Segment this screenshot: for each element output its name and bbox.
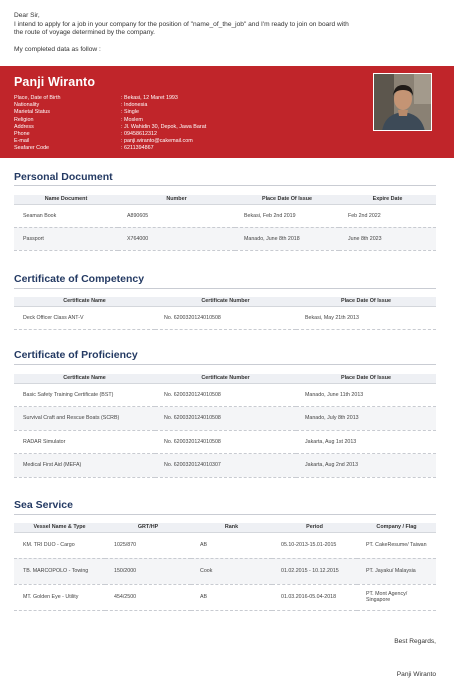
table-cell: No. 6200320124010508 bbox=[164, 314, 221, 321]
profile-details bbox=[14, 95, 206, 153]
portrait-image bbox=[374, 74, 432, 131]
table-cell: 150/2000 bbox=[105, 558, 191, 584]
table-row bbox=[14, 584, 436, 610]
table-row bbox=[14, 306, 436, 329]
profile-banner bbox=[0, 66, 454, 158]
table-row bbox=[14, 430, 436, 454]
column-header: Vessel Name & Type bbox=[14, 523, 105, 532]
table-row bbox=[14, 454, 436, 478]
table-row bbox=[14, 558, 436, 584]
column-header: Certificate Number bbox=[155, 297, 296, 306]
table-cell: 05.10-2013-15.01-2015 bbox=[281, 542, 337, 548]
table-cell: 01.03.2016-05.04-2018 bbox=[281, 594, 337, 600]
column-header: Name Document bbox=[14, 195, 118, 204]
profile-row bbox=[14, 145, 206, 152]
table-cell: 01.02.2015 - 10.12.2015 bbox=[272, 558, 357, 584]
profile-label: E-mail bbox=[14, 138, 30, 145]
profile-label: Address bbox=[14, 123, 34, 130]
table-cell: Jakarta, Aug 2nd 2013 bbox=[296, 454, 436, 478]
table-row bbox=[14, 407, 436, 431]
table-cell: 1025/870 bbox=[114, 542, 137, 548]
profile-row bbox=[14, 117, 206, 124]
profile-value: : Bekasi, 12 Maret 1993 bbox=[121, 95, 178, 101]
section-divider bbox=[14, 364, 436, 365]
table-cell: Seaman Book bbox=[23, 212, 57, 219]
profile-row bbox=[14, 109, 206, 116]
section-divider bbox=[14, 185, 436, 186]
table-cell: No. 6200320124010508 bbox=[164, 438, 221, 445]
table-cell: RADAR Simulator bbox=[23, 438, 66, 445]
closing-regards: Best Regards, bbox=[394, 638, 436, 645]
table-cell: 454/2500 bbox=[114, 594, 137, 600]
intro-line-1: I intend to apply for a job in your company for the position of "name_of_the_job" and I'm ready to join on board with bbox=[14, 20, 349, 28]
profile-label: Phone bbox=[14, 130, 30, 137]
column-header: Company / Flag bbox=[357, 523, 436, 532]
table-cell: Cook bbox=[191, 558, 272, 584]
profile-value: : Single bbox=[121, 109, 139, 116]
column-header: Number bbox=[118, 195, 235, 204]
table-cell: Manado, June 11th 2013 bbox=[305, 391, 364, 398]
table-cell: Medical First Aid (MEFA) bbox=[14, 454, 155, 478]
column-header: Rank bbox=[191, 523, 272, 532]
table-cell: No. 6200320124010508 bbox=[164, 391, 221, 398]
table-row bbox=[14, 227, 436, 250]
profile-row bbox=[14, 131, 206, 138]
profile-label: Place, Date of Birth bbox=[14, 95, 61, 101]
table-cell: Survival Craft and Rescue Boats (SCRB) bbox=[14, 407, 155, 431]
candidate-name: Panji Wiranto bbox=[14, 75, 96, 89]
column-header: Place Date Of Issue bbox=[296, 374, 436, 383]
table-cell: Manado, July 8th 2013 bbox=[296, 407, 436, 431]
profile-row bbox=[14, 124, 206, 131]
profile-value: : Indonesia bbox=[121, 102, 148, 109]
column-header: Expire Date bbox=[339, 195, 436, 204]
table-cell: AB bbox=[200, 542, 208, 548]
table-cell: Basic Safety Training Certificate (BST) bbox=[23, 391, 114, 398]
section-title-competency: Certificate of Competency bbox=[14, 273, 145, 285]
table-cell: PT. CakeResume/ Taiwan bbox=[366, 542, 427, 548]
personal-document-table bbox=[14, 195, 436, 251]
table-cell: A890605 bbox=[127, 212, 149, 219]
table-row bbox=[14, 383, 436, 407]
table-cell: AB bbox=[200, 594, 208, 600]
profile-value: : 09458612312 bbox=[121, 130, 157, 137]
table-row bbox=[14, 204, 436, 227]
profile-label: Marietal Status bbox=[14, 109, 50, 116]
profile-value: : panji.wiranto@cakemail.com bbox=[121, 138, 193, 145]
section-divider bbox=[14, 514, 436, 515]
profile-value: : Moslem bbox=[121, 116, 143, 123]
intro-line-2: the route of voyage determined by the company. bbox=[14, 29, 155, 37]
section-divider bbox=[14, 288, 436, 289]
profile-label: Seafarer Code bbox=[14, 145, 50, 152]
table-cell: Manado, June 8th 2018 bbox=[235, 227, 339, 250]
signature-name: Panji Wiranto bbox=[396, 671, 436, 678]
table-cell: Passport bbox=[14, 227, 118, 250]
column-header: Certificate Number bbox=[155, 374, 296, 383]
proficiency-table bbox=[14, 374, 436, 478]
profile-row bbox=[14, 95, 206, 102]
table-cell: X764000 bbox=[118, 227, 235, 250]
table-cell: Bekasi, May 21th 2013 bbox=[305, 314, 359, 321]
column-header: Certificate Name bbox=[14, 297, 155, 306]
column-header: Place Date Of Issue bbox=[235, 195, 339, 204]
table-cell: PT. Mont Agency/ Singapore bbox=[366, 591, 408, 603]
profile-label: Nationality bbox=[14, 102, 40, 109]
profile-row bbox=[14, 102, 206, 109]
table-cell: Deck Officer Class ANT-V bbox=[23, 314, 84, 321]
table-header-row bbox=[14, 297, 436, 306]
table-cell: KM. TRI DUO - Cargo bbox=[23, 542, 75, 548]
profile-row bbox=[14, 138, 206, 145]
table-cell: MT. Golden Eye - Utility bbox=[23, 594, 79, 600]
table-cell: TB. MARCOPOLO - Towing bbox=[14, 558, 105, 584]
section-title-proficiency: Certificate of Proficiency bbox=[14, 349, 138, 361]
table-row bbox=[14, 532, 436, 558]
table-cell: PT. Jayaku/ Malaysia bbox=[357, 558, 436, 584]
table-header-row bbox=[14, 374, 436, 383]
profile-value: : Jl. Wahidin 30, Depok, Jawa Barat bbox=[121, 123, 207, 130]
column-header: Certificate Name bbox=[14, 374, 155, 383]
profile-value: : 6211394867 bbox=[121, 145, 154, 152]
section-title-sea-service: Sea Service bbox=[14, 499, 73, 511]
column-header: Place Date Of Issue bbox=[296, 297, 436, 306]
table-cell: Feb 2nd 2022 bbox=[348, 212, 381, 219]
competency-table bbox=[14, 297, 436, 330]
column-header: Period bbox=[272, 523, 357, 532]
table-cell: No. 6200320124010508 bbox=[155, 407, 296, 431]
column-header: GRT/HP bbox=[105, 523, 191, 532]
table-header-row bbox=[14, 195, 436, 204]
section-title-personal-document: Personal Document bbox=[14, 171, 113, 183]
salutation: Dear Sir, bbox=[14, 12, 40, 19]
table-cell: No. 6200320124010307 bbox=[155, 454, 296, 478]
table-header-row bbox=[14, 523, 436, 532]
table-cell: Jakarta, Aug 1st 2013 bbox=[305, 438, 357, 445]
table-cell: Bekasi, Feb 2nd 2019 bbox=[244, 212, 296, 219]
table-cell: June 8th 2023 bbox=[339, 227, 436, 250]
sea-service-table bbox=[14, 523, 436, 611]
profile-photo bbox=[373, 73, 432, 131]
intro-line-3: My completed data as follow : bbox=[14, 45, 101, 53]
cover-letter-intro bbox=[14, 12, 440, 54]
profile-label: Religion bbox=[14, 116, 34, 123]
